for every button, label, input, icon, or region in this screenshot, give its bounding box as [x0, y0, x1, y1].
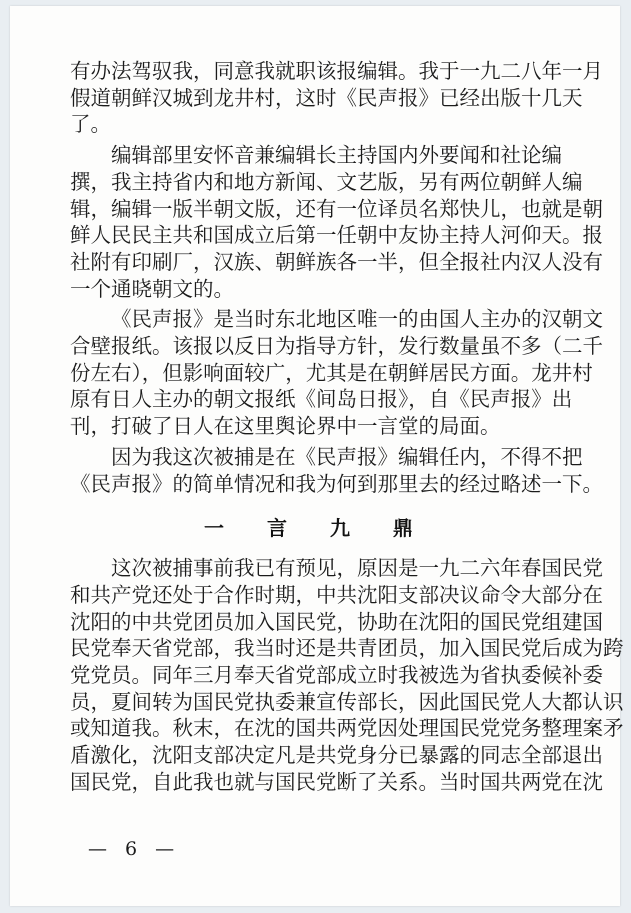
text-line: 因为我这次被捕是在《民声报》编辑任内，不得不把 [111, 444, 583, 469]
text-line: 鲜人民民主共和国成立后第一任朝中友协主持人河仰天。报 [70, 223, 603, 248]
text-line: 辑，编辑一版半朝文版，还有一位译员名郑快儿，也就是朝 [70, 196, 603, 221]
text-line: 《民声报》的简单情况和我为何到那里去的经过略述一下。 [70, 471, 603, 496]
text-line: 了。 [70, 112, 111, 137]
paragraph [70, 142, 603, 302]
text-line: 合壁报纸。该报以反日为指导方针，发行数量虽不多（二千 [70, 334, 603, 359]
text-line: 有办法驾驭我，同意我就职该报编辑。我于一九二八年一月 [70, 59, 603, 83]
text-line: 编辑部里安怀音兼编辑长主持国内外要闻和社论编 [111, 143, 562, 168]
text-line: 员，夏间转为国民党执委兼宣传部长，因此国民党人大都认识 [70, 689, 624, 714]
text-line: 民党奉天省党部，我当时还是共青团员，加入国民党后成为跨 [70, 636, 624, 661]
text-line: 撰，我主持省内和地方新闻、文艺版，另有两位朝鲜人编 [70, 169, 583, 194]
text-line: 或知道我。秋末，在沈的国共两党因处理国民党党务整理案矛 [70, 716, 624, 741]
page-body [70, 58, 624, 796]
section-heading: 一 言 九 鼎 [204, 516, 431, 541]
paragraph [70, 444, 603, 497]
text-line: 沈阳的中共党团员加入国民党，协助在沈阳的国民党组建国 [70, 609, 603, 634]
text-line: 盾激化，沈阳支部决定凡是共党身分已暴露的同志全部退出 [70, 743, 603, 768]
text-line: 原有日人主办的朝文报纸《间岛日报》，自《民声报》出 [70, 387, 573, 412]
document-page [10, 6, 624, 906]
text-line: 社附有印刷厂，汉族、朝鲜族各一半，但全报社内汉人没有 [70, 249, 603, 274]
text-line: 份左右），但影响面较广，尤其是在朝鲜居民方面。龙井村 [70, 360, 593, 385]
text-line: 和共产党还处于合作时期，中共沈阳支部决议命令大部分在 [70, 582, 603, 607]
paragraph [70, 58, 603, 138]
paragraph [70, 306, 603, 440]
text-line: 刊，打破了日人在这里舆论界中一言堂的局面。 [70, 414, 501, 439]
text-line: 这次被捕事前我已有预见，原因是一九二六年春国民党 [111, 556, 603, 581]
page-number: — 6 — [88, 838, 181, 860]
text-line: 一个通晓朝文的。 [70, 276, 234, 301]
paragraph [70, 555, 624, 795]
text-line: 假道朝鲜汉城到龙井村，这时《民声报》已经出版十几天 [70, 85, 583, 110]
text-line: 党党员。同年三月奉天省党部成立时我被选为省执委候补委 [70, 663, 603, 688]
text-line: 国民党，自此我也就与国民党断了关系。当时国共两党在沈 [70, 769, 603, 794]
text-line: 《民声报》是当时东北地区唯一的由国人主办的汉朝文 [111, 307, 603, 332]
